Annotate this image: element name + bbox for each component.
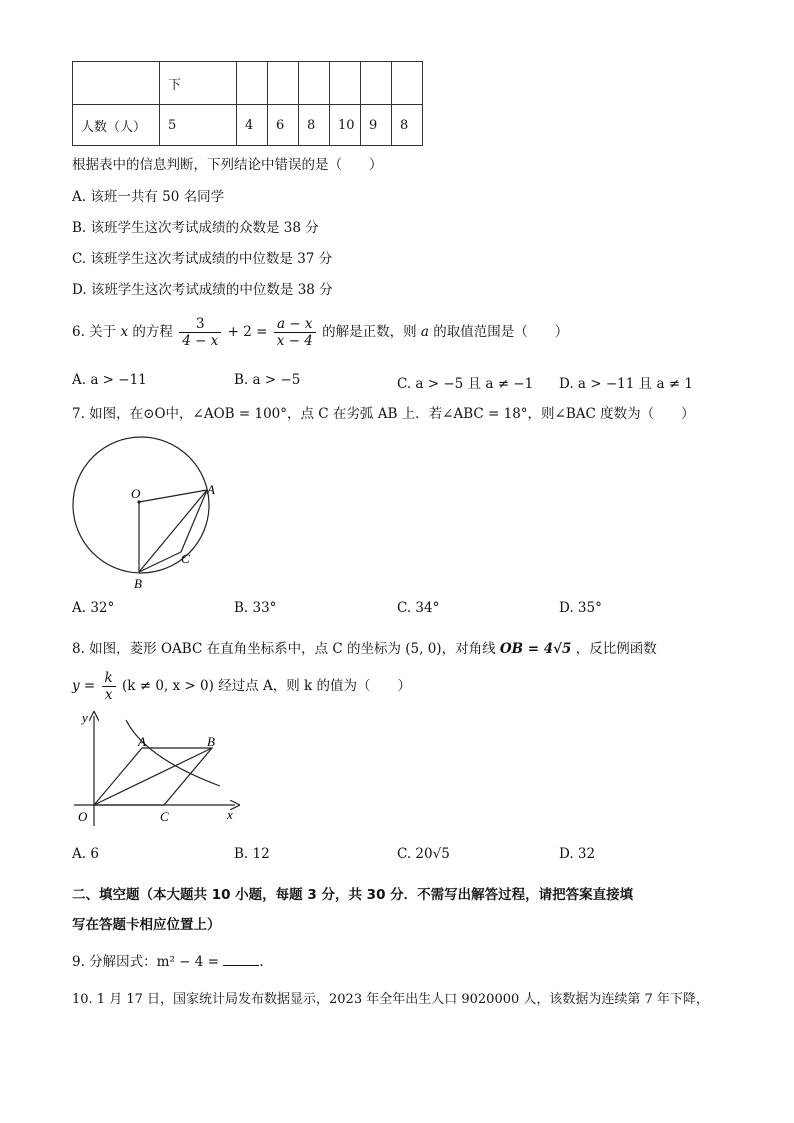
- q6-tail2: 的取值范围是（ ）: [433, 324, 569, 340]
- label-x: x: [227, 807, 233, 822]
- table-cell: [73, 62, 160, 105]
- label-o: O: [78, 809, 88, 824]
- q8-option-b: B. 12: [234, 846, 270, 862]
- q7-option-c: C. 34°: [397, 600, 440, 616]
- table-cell: 9: [361, 105, 392, 146]
- q6-option-b: B. a > −5: [234, 372, 301, 388]
- q6-option-c: C. a > −5 且 a ≠ −1: [397, 376, 534, 392]
- diagonal-ob: [94, 748, 212, 805]
- segment-oa: [139, 490, 207, 502]
- q5-option-c: C. 该班学生这次考试成绩的中位数是 37 分: [72, 251, 333, 267]
- table-cell: [268, 62, 299, 105]
- q6-option-d: D. a > −11 且 a ≠ 1: [559, 376, 693, 392]
- label-c: C: [181, 551, 190, 566]
- q6-num: 6. 关于: [72, 324, 117, 340]
- section2-heading-line2: 写在答题卡相应位置上）: [72, 917, 221, 933]
- q7-option-b: B. 33°: [234, 600, 277, 616]
- q6-option-a: A. a > −11: [72, 372, 147, 388]
- q8-option-c: C. 20√5: [397, 846, 450, 862]
- q7-option-d: D. 35°: [559, 600, 602, 616]
- q8-f-den: x: [104, 687, 113, 703]
- q6-plus2: + 2 =: [227, 324, 268, 340]
- q6-a: a: [420, 324, 429, 340]
- q5-stem: 根据表中的信息判断，下列结论中错误的是（ ）: [72, 157, 383, 173]
- q6-stem: [72, 314, 568, 350]
- hyperbola-curve: [126, 720, 220, 786]
- q8-stem-line2: [72, 668, 411, 704]
- q7-option-a: A. 32°: [72, 600, 115, 616]
- q8-ob: OB = 4√5: [499, 641, 572, 657]
- label-a: A: [207, 482, 215, 497]
- table-row-label: 人数（人）: [73, 105, 160, 146]
- score-table: [72, 61, 423, 146]
- q5-option-d: D. 该班学生这次考试成绩的中位数是 38 分: [72, 282, 333, 298]
- table-cell: [237, 62, 268, 105]
- q6-f1-den: 4 − x: [182, 333, 219, 349]
- q6-var: x: [120, 324, 129, 340]
- q8-stem-line1: [72, 637, 657, 657]
- label-c: C: [160, 809, 169, 824]
- q6-mid: 的方程: [132, 324, 173, 340]
- q7-stem: 7. 如图，在⊙O中，∠AOB = 100°，点 C 在劣弧 AB 上．若∠ABC = 18°，则∠BAC 度数为（ ）: [72, 406, 695, 422]
- q9: [72, 950, 264, 970]
- table-cell: [392, 62, 423, 105]
- q8-rhombus-figure: [70, 708, 245, 833]
- table-cell: 8: [299, 105, 330, 146]
- label-b: B: [207, 734, 215, 749]
- table-cell: 8: [392, 105, 423, 146]
- table-cell: 10: [330, 105, 361, 146]
- segment-ab: [139, 490, 207, 572]
- table-cell: 4: [237, 105, 268, 146]
- q5-option-b: B. 该班学生这次考试成绩的众数是 38 分: [72, 220, 319, 236]
- table-cell: [361, 62, 392, 105]
- q5-option-a: A. 该班一共有 50 名同学: [72, 189, 225, 205]
- q8-f-num: k: [102, 670, 116, 687]
- label-a: A: [138, 734, 146, 749]
- q9-text: 9. 分解因式：m² − 4 =: [72, 954, 219, 970]
- q6-f2-num: a − x: [274, 316, 316, 333]
- q7-circle-figure: [68, 432, 228, 592]
- label-o: O: [131, 486, 141, 501]
- q10-text: 10. 1 月 17 日，国家统计局发布数据显示，2023 年全年出生人口 9020000 人，该数据为连续第 7 年下降，: [72, 992, 709, 1007]
- table-cell: 6: [268, 105, 299, 146]
- q8-y-eq: y =: [72, 678, 96, 694]
- q8-option-d: D. 32: [559, 846, 596, 862]
- section2-heading-line1: 二、填空题（本大题共 10 小题，每题 3 分，共 30 分．不需写出解答过程，请把答案直接填: [72, 887, 634, 903]
- table-row: [73, 105, 423, 146]
- table-cell: [299, 62, 330, 105]
- q8-cond: (k ≠ 0, x > 0) 经过点 A，则 k 的值为（ ）: [122, 678, 411, 694]
- q9-end: .: [259, 954, 264, 970]
- q8-fraction: [102, 670, 116, 703]
- table-cell: 5: [160, 105, 237, 146]
- q6-fraction-1: [179, 316, 221, 349]
- segment-bc: [139, 552, 181, 572]
- table-cell: [330, 62, 361, 105]
- q8-stem1: 8. 如图，菱形 OABC 在直角坐标系中，点 C 的坐标为 (5, 0)，对角线: [72, 641, 496, 657]
- q9-answer-blank: [223, 953, 259, 966]
- label-y: y: [82, 710, 88, 725]
- q6-f1-num: 3: [179, 316, 221, 333]
- segment-ac: [181, 490, 207, 552]
- q6-fraction-2: [274, 316, 316, 349]
- q6-tail: 的解是正数，则: [322, 324, 417, 340]
- table-header-row: [73, 62, 423, 105]
- q6-f2-den: x − 4: [276, 333, 313, 349]
- label-b: B: [134, 576, 142, 591]
- q8-stem1-tail: ，反比例函数: [575, 641, 657, 657]
- q8-option-a: A. 6: [72, 846, 99, 862]
- table-cell: 下: [160, 62, 237, 105]
